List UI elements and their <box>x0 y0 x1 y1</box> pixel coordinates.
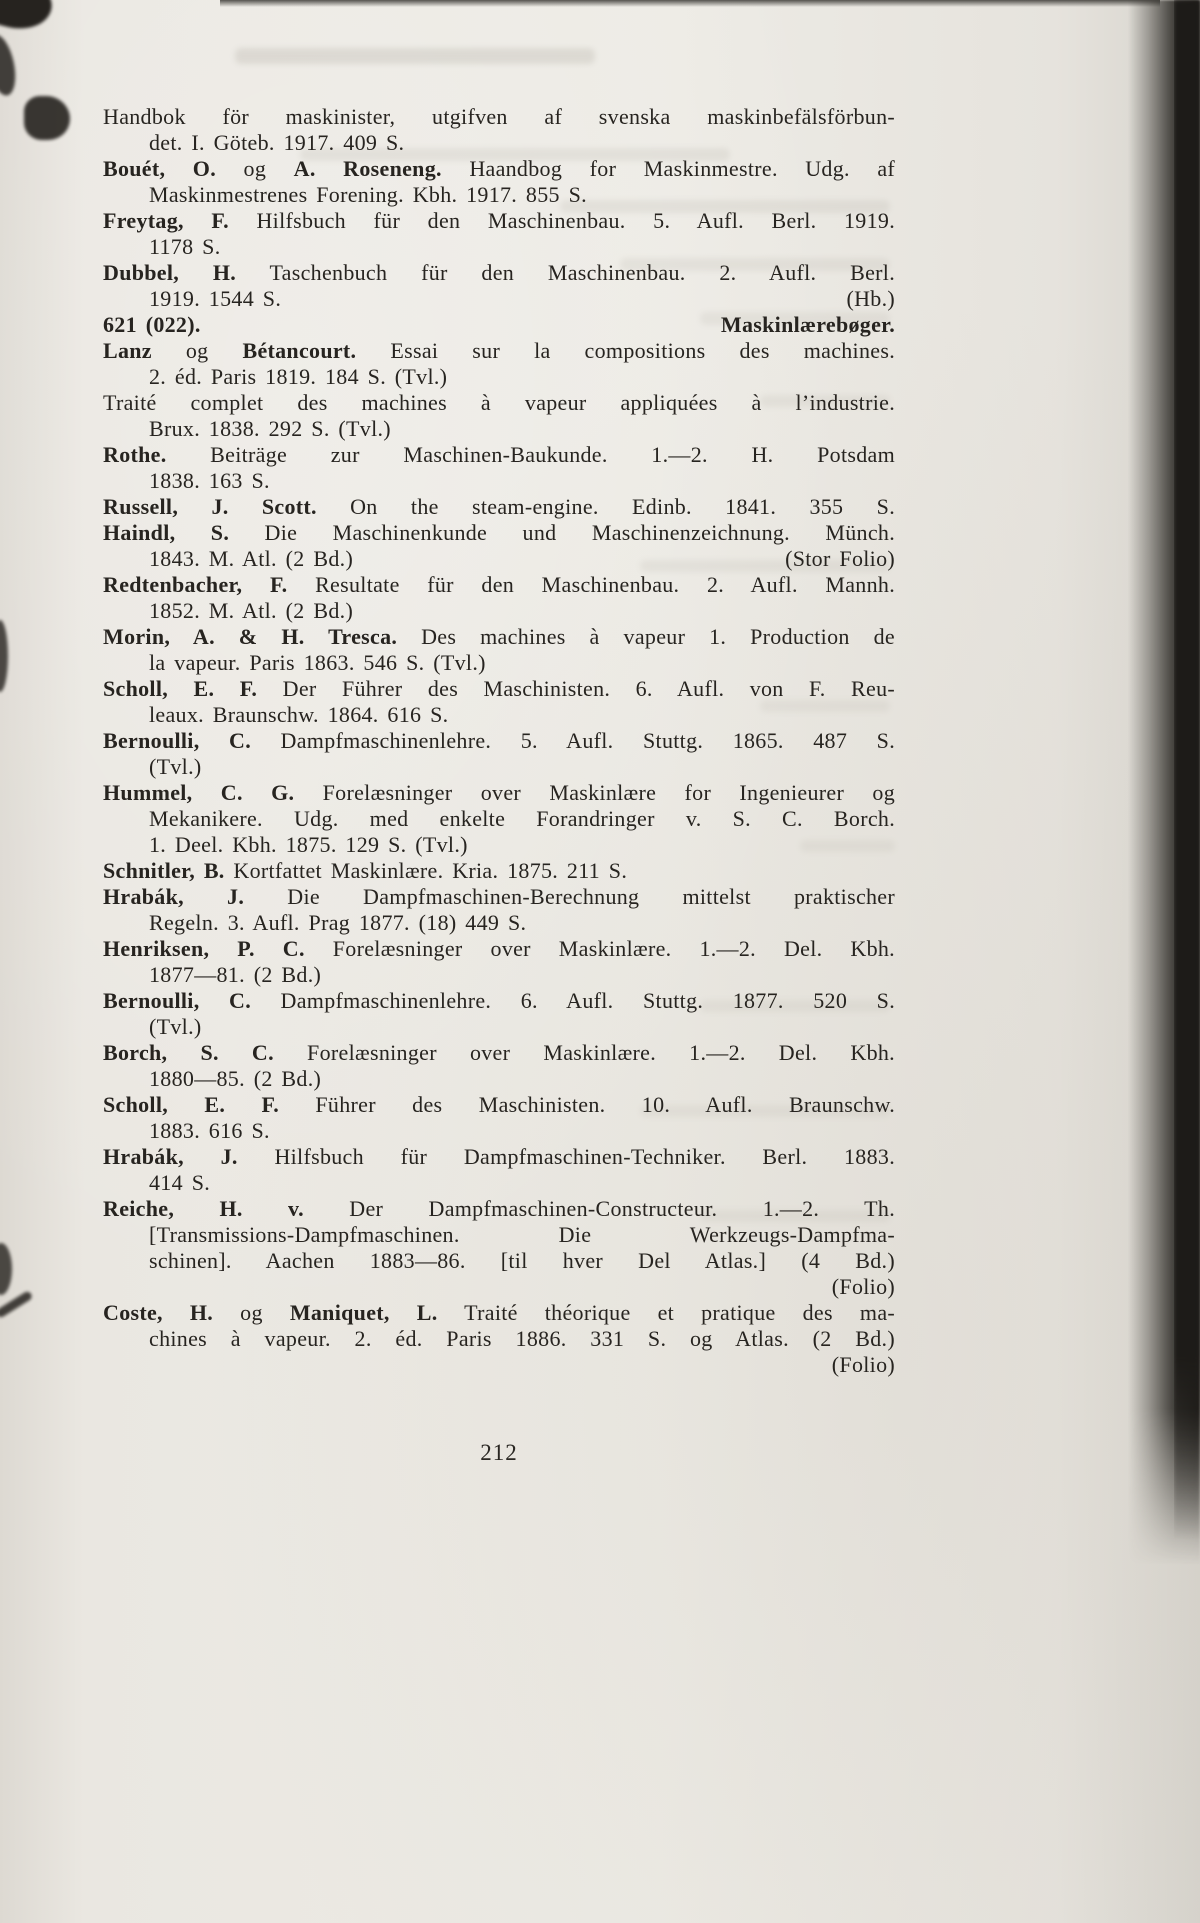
entry-detail: Des machines à vapeur 1. Production de <box>397 624 895 649</box>
entry-detail: 1919. 1544 S. <box>149 286 282 311</box>
text-line <box>103 1352 895 1378</box>
entry-detail: Hilfsbuch für den Maschinenbau. 5. Aufl. Berl. 1919. <box>228 208 895 233</box>
entry-author: A. Roseneng. <box>293 156 442 181</box>
text-line <box>103 572 895 598</box>
entry-author: Freytag, F. <box>103 208 229 233</box>
entry-text <box>103 988 895 1013</box>
entry-text <box>103 676 895 701</box>
entry-detail: Hilfsbuch für Dampfmaschinen-Techniker. Berl. 1883. <box>237 1144 896 1169</box>
entry-text <box>149 910 526 935</box>
scan-corner-mark <box>24 96 70 140</box>
entry-author: 621 (022). <box>103 312 201 337</box>
text-line <box>103 208 895 234</box>
entry-text <box>103 1040 895 1065</box>
entry-text <box>103 858 627 883</box>
text-line <box>103 390 895 416</box>
entry-text <box>103 338 895 363</box>
entry-author: Rothe. <box>103 442 167 467</box>
text-line <box>103 1118 895 1144</box>
entry-author: Redtenbacher, F. <box>103 572 288 597</box>
text-line <box>103 442 895 468</box>
entry-text <box>149 650 486 675</box>
entry-detail: schinen]. Aachen 1883—86. [til hver Del Atlas.] (4 Bd.) <box>149 1248 895 1273</box>
entry-detail: Beiträge zur Maschinen-Baukunde. 1.—2. H. Potsdam <box>166 442 895 467</box>
entry-detail: Der Dampfmaschinen-Constructeur. 1.—2. Th. <box>303 1196 895 1221</box>
entry-text <box>103 1196 895 1221</box>
entry-detail: 1852. M. Atl. (2 Bd.) <box>149 598 354 623</box>
entry-author: Bétancourt. <box>242 338 357 363</box>
entry-text <box>149 754 202 779</box>
text-line <box>103 962 895 988</box>
entry-text <box>149 546 353 572</box>
entry-text <box>149 364 447 389</box>
entry-detail: 1843. M. Atl. (2 Bd.) <box>149 546 354 571</box>
margin-note: (Folio) <box>831 1352 895 1377</box>
entry-text <box>103 936 895 961</box>
entry-text <box>149 1170 210 1195</box>
entry-detail: Forelæsninger over Maskinlære for Ingenieurer og <box>294 780 895 805</box>
text-line <box>103 260 895 286</box>
entry-text <box>149 234 221 259</box>
entry-author: Reiche, H. v. <box>103 1196 304 1221</box>
text-line <box>103 234 895 260</box>
entry-detail: Mekanikere. Udg. med enkelte Forandringer v. S. C. Borch. <box>149 806 895 831</box>
entry-author: Morin, A. & H. Tresca. <box>103 624 398 649</box>
entry-detail: Die Maschinenkunde und Maschinenzeichnung. Münch. <box>229 520 895 545</box>
margin-note: (Folio) <box>831 1274 895 1299</box>
text-line <box>103 910 895 936</box>
text-line <box>103 676 895 702</box>
scan-corner-mark <box>0 32 20 98</box>
text-line <box>103 754 895 780</box>
text-line <box>103 1222 895 1248</box>
entry-text <box>103 1144 895 1169</box>
entry-text <box>103 104 895 129</box>
scan-edge-right-core <box>1174 0 1200 1540</box>
entry-author: Maniquet, L. <box>289 1300 438 1325</box>
text-line <box>103 1014 895 1040</box>
text-line <box>103 650 895 676</box>
entry-author: Scholl, E. F. <box>103 1092 280 1117</box>
entry-detail: og <box>213 1300 290 1325</box>
text-line <box>103 312 895 338</box>
entry-text <box>103 208 895 233</box>
entry-detail: Dampfmaschinenlehre. 6. Aufl. Stuttg. 1877. 520 S. <box>251 988 895 1013</box>
entry-author: Russell, J. Scott. <box>103 494 317 519</box>
entry-detail: leaux. Braunschw. 1864. 616 S. <box>149 702 449 727</box>
entry-detail: Handbok för maskinister, utgifven af svenska maskinbefälsförbun- <box>103 104 895 129</box>
entry-text <box>103 442 895 467</box>
entry-detail: Traité théorique et pratique des ma- <box>437 1300 896 1325</box>
text-line <box>103 1248 895 1274</box>
text-line <box>103 598 895 624</box>
text-line <box>103 702 895 728</box>
entry-text <box>103 624 895 649</box>
entry-detail: Brux. 1838. 292 S. (Tvl.) <box>149 416 391 441</box>
entry-text <box>149 1014 202 1039</box>
entry-detail: Kortfattet Maskinlære. Kria. 1875. 211 S. <box>224 858 628 883</box>
entry-text <box>103 1092 895 1117</box>
text-line <box>103 494 895 520</box>
entry-text <box>103 572 895 597</box>
entry-author: Coste, H. <box>103 1300 214 1325</box>
scan-corner-mark <box>0 0 57 36</box>
text-line <box>103 1170 895 1196</box>
entry-text <box>103 728 895 753</box>
entry-text <box>103 884 895 909</box>
entry-text <box>149 468 270 493</box>
entry-detail: og <box>216 156 294 181</box>
entry-text <box>103 494 895 519</box>
entry-text <box>103 312 201 338</box>
entry-detail: (Tvl.) <box>149 754 202 779</box>
entry-detail: Führer des Maschinisten. 10. Aufl. Braunschw. <box>279 1092 895 1117</box>
margin-note: Maskinlærebøger. <box>720 312 895 337</box>
entry-detail: Taschenbuch für den Maschinenbau. 2. Aufl. Berl. <box>236 260 895 285</box>
entry-text <box>149 1066 321 1091</box>
entry-author: Bouét, O. <box>103 156 217 181</box>
entry-text <box>103 260 895 285</box>
entry-detail: 1880—85. (2 Bd.) <box>149 1066 322 1091</box>
text-line <box>103 806 895 832</box>
entry-text <box>149 182 587 207</box>
entry-detail: Die Dampfmaschinen-Berechnung mittelst praktischer <box>244 884 895 909</box>
text-line <box>103 858 895 884</box>
entry-text <box>149 286 281 312</box>
entry-text <box>103 520 895 545</box>
entry-detail: Dampfmaschinenlehre. 5. Aufl. Stuttg. 1865. 487 S. <box>251 728 895 753</box>
text-line <box>103 832 895 858</box>
text-line <box>103 156 895 182</box>
entry-detail: det. I. Göteb. 1917. 409 S. <box>149 130 405 155</box>
entry-detail: 1178 S. <box>149 234 221 259</box>
entry-detail: Regeln. 3. Aufl. Prag 1877. (18) 449 S. <box>149 910 527 935</box>
text-line <box>103 1274 895 1300</box>
entry-detail: la vapeur. Paris 1863. 546 S. (Tvl.) <box>149 650 486 675</box>
margin-note: (Hb.) <box>846 286 895 311</box>
entry-author: Bernoulli, C. <box>103 728 252 753</box>
entry-text <box>149 130 404 155</box>
entry-text <box>103 780 895 805</box>
text-line <box>103 286 895 312</box>
entry-detail: 1877—81. (2 Bd.) <box>149 962 322 987</box>
entry-author: Hrabák, J. <box>103 884 245 909</box>
text-line <box>103 1196 895 1222</box>
text-line <box>103 468 895 494</box>
margin-note: (Stor Folio) <box>785 546 895 571</box>
text-line <box>103 1300 895 1326</box>
entry-author: Schnitler, B. <box>103 858 225 883</box>
text-line <box>103 1066 895 1092</box>
text-line <box>103 936 895 962</box>
text-line <box>103 988 895 1014</box>
entry-detail: og <box>151 338 243 363</box>
text-line <box>103 104 895 130</box>
entry-detail: Resultate für den Maschinenbau. 2. Aufl. Mannh. <box>287 572 895 597</box>
entry-text <box>149 598 353 623</box>
entry-text <box>149 1118 270 1143</box>
entry-text <box>103 1300 895 1325</box>
text-line <box>103 1092 895 1118</box>
bleed-through-mark <box>235 48 595 64</box>
entry-detail: [Transmissions-Dampfmaschinen. Die Werkzeugs-Dampfma- <box>149 1222 895 1247</box>
text-line <box>103 1144 895 1170</box>
entry-detail: chines à vapeur. 2. éd. Paris 1886. 331 S. og Atlas. (2 Bd.) <box>149 1326 895 1351</box>
entry-author: Dubbel, H. <box>103 260 237 285</box>
entry-text <box>149 702 448 727</box>
entry-author: Borch, S. C. <box>103 1040 274 1065</box>
entry-text <box>149 806 895 831</box>
entry-author: Lanz <box>103 338 152 363</box>
text-line <box>103 520 895 546</box>
text-line <box>103 130 895 156</box>
text-line <box>103 416 895 442</box>
entry-detail: 2. éd. Paris 1819. 184 S. (Tvl.) <box>149 364 448 389</box>
scan-edge-mark <box>0 1243 12 1295</box>
text-line <box>103 1040 895 1066</box>
entry-text <box>149 832 468 857</box>
entry-detail: Der Führer des Maschinisten. 6. Aufl. von F. Reu- <box>257 676 896 701</box>
text-line <box>103 182 895 208</box>
entry-text <box>103 156 895 181</box>
entry-detail: Traité complet des machines à vapeur appliquées à l’industrie. <box>103 390 895 415</box>
page-number: 212 <box>480 1440 518 1465</box>
entry-detail: 414 S. <box>149 1170 211 1195</box>
text-line <box>103 364 895 390</box>
bibliography-lines <box>103 104 895 1378</box>
entry-text <box>149 1222 895 1247</box>
entry-text <box>149 1248 895 1273</box>
entry-detail: On the steam-engine. Edinb. 1841. 355 S. <box>316 494 895 519</box>
entry-detail: 1883. 616 S. <box>149 1118 270 1143</box>
text-line <box>103 884 895 910</box>
entry-author: Haindl, S. <box>103 520 230 545</box>
entry-author: Hummel, C. G. <box>103 780 295 805</box>
scan-edge-mark <box>0 1290 33 1319</box>
entry-author: Henriksen, P. C. <box>103 936 305 961</box>
entry-detail: (Tvl.) <box>149 1014 202 1039</box>
entry-detail: Haandbog for Maskinmestre. Udg. af <box>441 156 896 181</box>
text-line <box>103 546 895 572</box>
scan-edge-top <box>220 0 1160 7</box>
text-line <box>103 780 895 806</box>
entry-detail: Forelæsninger over Maskinlære. 1.—2. Del. Kbh. <box>304 936 895 961</box>
text-line <box>103 1326 895 1352</box>
entry-detail: Essai sur la compositions des machines. <box>356 338 895 363</box>
entry-author: Hrabák, J. <box>103 1144 238 1169</box>
entry-text <box>103 390 895 415</box>
entry-detail: 1838. 163 S. <box>149 468 270 493</box>
text-line <box>103 624 895 650</box>
entry-text <box>149 962 321 987</box>
entry-text <box>149 416 391 441</box>
entry-detail: 1. Deel. Kbh. 1875. 129 S. (Tvl.) <box>149 832 468 857</box>
text-line <box>103 338 895 364</box>
entry-text <box>149 1326 895 1351</box>
scan-edge-mark <box>0 620 8 692</box>
entry-author: Bernoulli, C. <box>103 988 252 1013</box>
entry-detail: Maskinmestrenes Forening. Kbh. 1917. 855 S. <box>149 182 587 207</box>
text-line <box>103 728 895 754</box>
entry-detail: Forelæsninger over Maskinlære. 1.—2. Del. Kbh. <box>273 1040 895 1065</box>
entry-author: Scholl, E. F. <box>103 676 258 701</box>
